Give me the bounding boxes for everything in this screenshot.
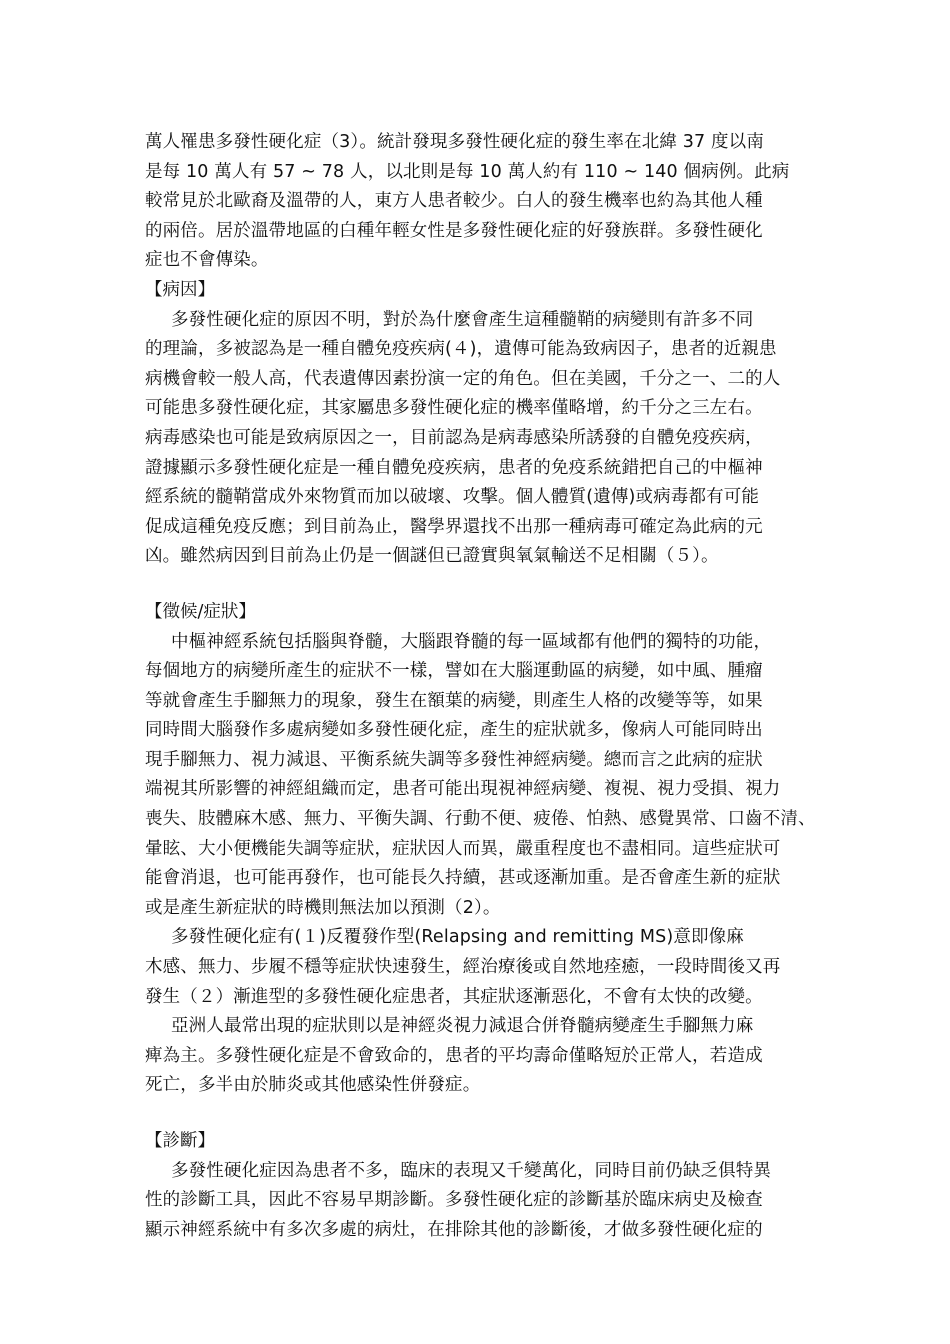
text-line: 經系統的髓鞘當成外來物質而加以破壞、攻擊。個人體質(遺傳)或病毒都有可能 — [145, 487, 760, 508]
text-line: 發生（２）漸進型的多發性硬化症患者，其症狀逐漸惡化，不會有太快的改變。 — [145, 986, 763, 1007]
section-heading-symptoms: 【徵候/症狀】 — [145, 601, 256, 622]
section-gap — [145, 572, 813, 598]
text-line: 木感、無力、步履不穩等症狀快速發生，經治療後或自然地痊癒，一段時間後又再 — [145, 957, 781, 978]
text-line: 等就會產生手腳無力的現象，發生在額葉的病變，則產生人格的改變等等，如果 — [145, 690, 763, 711]
text-line: 凶。雖然病因到目前為止仍是一個謎但已證實與氧氣輸送不足相關（５）。 — [145, 546, 719, 567]
text-line: 是每 10 萬人有 57 ~ 78 人，以北則是每 10 萬人約有 110 ~ 140 個病例。此病 — [145, 161, 790, 182]
etiology-section — [145, 276, 813, 572]
text-line: 病毒感染也可能是致病原因之一，目前認為是病毒感染所誘發的自體免疫疾病， — [145, 427, 763, 448]
section-gap — [145, 1101, 813, 1127]
text-line: 的兩倍。居於溫帶地區的白種年輕女性是多發性硬化症的好發族群。多發性硬化 — [145, 220, 763, 241]
text-line: 暈眩、大小便機能失調等症狀，症狀因人而異，嚴重程度也不盡相同。這些症狀可 — [145, 838, 781, 859]
text-line: 中樞神經系統包括腦與脊髓，大腦跟脊髓的每一區域都有他們的獨特的功能， — [171, 631, 772, 652]
text-line: 能會消退，也可能再發作，也可能長久持續，甚或逐漸加重。是否會產生新的症狀 — [145, 868, 781, 889]
text-line: 萬人罹患多發性硬化症（3）。統計發現多發性硬化症的發生率在北緯 37 度以南 — [145, 132, 764, 152]
text-line: 端視其所影響的神經組織而定，患者可能出現視神經病變、複視、視力受損、視力 — [145, 779, 781, 800]
text-line: 的理論，多被認為是一種自體免疫疾病(４)，遺傳可能為致病因子，患者的近親患 — [145, 339, 777, 360]
text-line: 多發性硬化症有(１)反覆發作型(Relapsing and remitting MS)意即像麻 — [171, 927, 744, 948]
text-line: 可能患多發性硬化症，其家屬患多發性硬化症的機率僅略增，約千分之三左右。 — [145, 398, 763, 419]
intro-paragraph — [145, 128, 813, 276]
text-line: 性的診斷工具，因此不容易早期診斷。多發性硬化症的診斷基於臨床病史及檢查 — [145, 1190, 763, 1211]
text-line: 症也不會傳染。 — [145, 250, 269, 271]
text-line: 亞洲人最常出現的症狀則以是神經炎視力減退合併脊髓病變產生手腳無力麻 — [171, 1016, 754, 1037]
text-line: 促成這種免疫反應；到目前為止，醫學界還找不出那一種病毒可確定為此病的元 — [145, 516, 763, 537]
text-line: 喪失、肢體麻木感、無力、平衡失調、行動不便、疲倦、怕熱、感覺異常、口齒不清、 — [145, 809, 816, 830]
text-line: 多發性硬化症因為患者不多，臨床的表現又千變萬化，同時目前仍缺乏俱特異 — [171, 1160, 772, 1181]
text-line: 或是產生新症狀的時機則無法加以預測（2）。 — [145, 897, 501, 918]
symptoms-section — [145, 598, 816, 1101]
text-line: 同時間大腦發作多處病變如多發性硬化症，產生的症狀就多，像病人可能同時出 — [145, 720, 763, 741]
text-line: 較常見於北歐裔及溫帶的人，東方人患者較少。白人的發生機率也約為其他人種 — [145, 191, 763, 212]
text-line: 多發性硬化症的原因不明，對於為什麼會產生這種髓鞘的病變則有許多不同 — [171, 309, 754, 330]
section-heading-etiology: 【病因】 — [145, 279, 215, 300]
text-line: 顯示神經系統中有多次多處的病灶，在排除其他的診斷後，才做多發性硬化症的 — [145, 1219, 763, 1240]
text-line: 證據顯示多發性硬化症是一種自體免疫疾病，患者的免疫系統錯把自己的中樞神 — [145, 457, 763, 478]
text-line: 現手腳無力、視力減退、平衡系統失調等多發性神經病變。總而言之此病的症狀 — [145, 749, 763, 770]
document-page — [145, 128, 816, 1245]
symptoms-paragraph-1 — [145, 628, 816, 924]
text-line: 病機會較一般人高，代表遺傳因素扮演一定的角色。但在美國，千分之一、二的人 — [145, 368, 781, 389]
diagnosis-section — [145, 1127, 813, 1245]
text-line: 死亡，多半由於肺炎或其他感染性併發症。 — [145, 1075, 481, 1096]
text-line: 痺為主。多發性硬化症是不會致命的，患者的平均壽命僅略短於正常人，若造成 — [145, 1045, 763, 1066]
symptoms-paragraph-2 — [145, 923, 813, 1012]
section-heading-diagnosis: 【診斷】 — [145, 1131, 215, 1151]
text-line: 每個地方的病變所產生的症狀不一樣，譬如在大腦運動區的病變，如中風、腫瘤 — [145, 661, 763, 682]
symptoms-paragraph-3 — [145, 1012, 813, 1101]
